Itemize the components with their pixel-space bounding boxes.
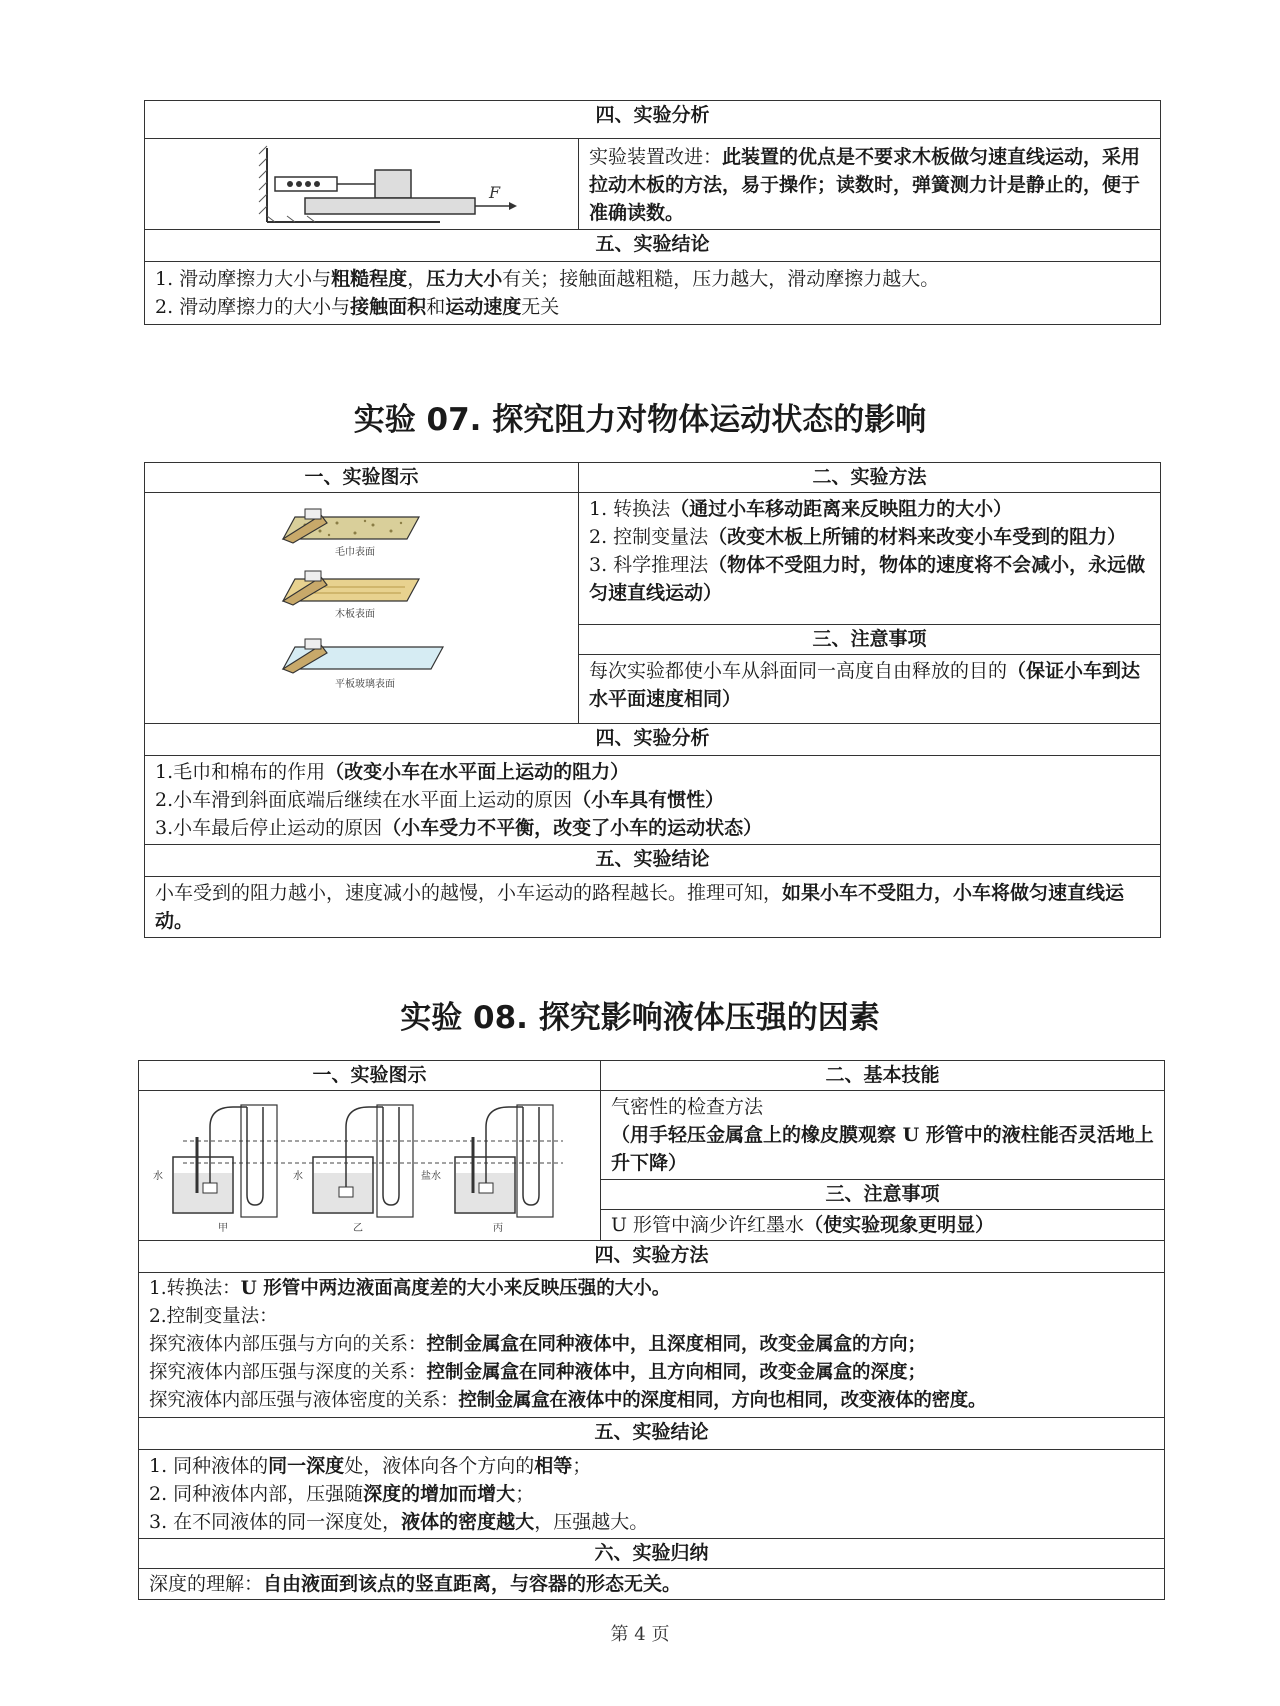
s07-heading-analysis: 四、实验分析 xyxy=(145,724,1161,756)
s08-method-1: 1.转换法：U 形管中两边液面高度差的大小来反映压强的大小。 xyxy=(149,1278,671,1299)
s07-heading-figure: 一、实验图示 xyxy=(145,463,579,493)
s07-title: 实验 07. 探究阻力对物体运动状态的影响 xyxy=(353,402,927,438)
svg-text:盐水: 盐水 xyxy=(421,1170,441,1182)
fig-label-bing: 丙 xyxy=(493,1222,503,1234)
s08-notes: U 形管中滴少许红墨水（使实验现象更明显） xyxy=(601,1210,1165,1241)
wood-board xyxy=(305,198,475,214)
fig-label-wood: 木板表面 xyxy=(335,609,375,620)
s08-skill: 气密性的检查方法 （用手轻压金属盒上的橡皮膜观察 U 形管中的液柱能否灵活地上升下降） xyxy=(601,1091,1165,1180)
s07-conclusion: 小车受到的阻力越小，速度减小的越慢，小车运动的路程越长。推理可知，如果小车不受阻力，小车将做匀速直线运动。 xyxy=(145,877,1161,938)
s08-summary: 深度的理解：自由液面到该点的竖直距离，与容器的形态无关。 xyxy=(139,1569,1165,1600)
section06-table xyxy=(144,100,1161,325)
fig-label-glass: 平板玻璃表面 xyxy=(335,679,395,690)
s06-analysis-heading: 四、实验分析 xyxy=(145,101,1161,139)
s06-friction-figure xyxy=(145,139,579,230)
fig-label-towel: 毛巾表面 xyxy=(335,547,375,558)
force-label: F xyxy=(489,183,501,202)
section07-table xyxy=(144,462,1161,938)
apparatus-yi xyxy=(293,1105,413,1234)
s06-conclusion xyxy=(145,262,1161,325)
s07-analysis-3: 3.小车最后停止运动的原因（小车受力不平衡，改变了小车的运动状态） xyxy=(155,817,763,839)
s08-method-2: 2.控制变量法： xyxy=(149,1306,278,1327)
s08-heading-notes: 三、注意事项 xyxy=(601,1180,1165,1210)
s08-heading-skill: 二、基本技能 xyxy=(601,1061,1165,1091)
s06-conclusion-heading: 五、实验结论 xyxy=(145,230,1161,262)
svg-text:水: 水 xyxy=(153,1170,163,1182)
s07-analysis xyxy=(145,756,1161,845)
s06-conclusion-line-1: 1. 滑动摩擦力大小与粗糙程度，压力大小有关；接触面越粗糙，压力越大，滑动摩擦力越大。 xyxy=(155,268,940,290)
fig-label-jia: 甲 xyxy=(218,1222,228,1234)
apparatus-jia xyxy=(153,1105,277,1234)
svg-text:水: 水 xyxy=(293,1170,303,1182)
s07-methods xyxy=(579,493,1161,625)
s07-heading-notes: 三、注意事项 xyxy=(579,625,1161,655)
page-number: 第 4 页 xyxy=(610,1624,670,1645)
s08-conclusion-3: 3. 在不同液体的同一深度处，液体的密度越大，压强越大。 xyxy=(149,1511,649,1533)
s08-methods xyxy=(139,1273,1165,1418)
s08-heading-conclusion: 五、实验结论 xyxy=(139,1418,1165,1450)
s08-heading-summary: 六、实验归纳 xyxy=(139,1539,1165,1569)
cart-surfaces-diagram xyxy=(155,495,569,721)
s07-method-2: 2. 控制变量法（改变木板上所铺的材料来改变小车受到的阻力） xyxy=(589,526,1127,548)
s07-analysis-2: 2.小车滑到斜面底端后继续在水平面上运动的原因（小车具有惯性） xyxy=(155,789,725,811)
s07-figure xyxy=(145,493,579,724)
section08-table xyxy=(138,1060,1165,1600)
s07-method-1: 1. 转换法（通过小车移动距离来反映阻力的大小） xyxy=(589,498,1013,520)
s08-method-line-3: 探究液体内部压强与液体密度的关系：控制金属盒在液体中的深度相同，方向也相同，改变液体的密度。 xyxy=(149,1390,987,1411)
s08-method-line-1: 探究液体内部压强与方向的关系：控制金属盒在同种液体中，且深度相同，改变金属盒的方向； xyxy=(149,1334,927,1355)
s08-figure xyxy=(139,1091,601,1241)
s08-heading-figure: 一、实验图示 xyxy=(139,1061,601,1091)
s07-analysis-1: 1.毛巾和棉布的作用（改变小车在水平面上运动的阻力） xyxy=(155,761,630,783)
s07-notes: 每次实验都使小车从斜面同一高度自由释放的目的（保证小车到达水平面速度相同） xyxy=(579,655,1161,724)
s08-conclusion-2: 2. 同种液体内部，压强随深度的增加而增大； xyxy=(149,1483,535,1505)
friction-apparatus-diagram xyxy=(155,144,575,224)
s08-conclusion xyxy=(139,1450,1165,1539)
s08-title: 实验 08. 探究影响液体压强的因素 xyxy=(400,1000,880,1036)
s08-method-line-2: 探究液体内部压强与深度的关系：控制金属盒在同种液体中，且方向相同，改变金属盒的深度； xyxy=(149,1362,927,1383)
s06-improvement: 实验装置改进：此装置的优点是不要求木板做匀速直线运动，采用拉动木板的方法，易于操作；读数时，弹簧测力计是静止的，便于准确读数。 xyxy=(579,139,1161,230)
s07-heading-method: 二、实验方法 xyxy=(579,463,1161,493)
apparatus-bing xyxy=(421,1105,553,1234)
s08-conclusion-1: 1. 同种液体的同一深度处，液体向各个方向的相等； xyxy=(149,1455,592,1477)
fig-label-yi: 乙 xyxy=(353,1222,363,1234)
pressure-gauge-diagram xyxy=(143,1097,595,1235)
s08-heading-method: 四、实验方法 xyxy=(139,1241,1165,1273)
wood-block xyxy=(375,170,411,198)
s07-method-3: 3. 科学推理法（物体不受阻力时，物体的速度将不会减小，永远做匀速直线运动） xyxy=(589,554,1146,604)
s06-conclusion-line-2: 2. 滑动摩擦力的大小与接触面积和运动速度无关 xyxy=(155,296,560,318)
s07-heading-conclusion: 五、实验结论 xyxy=(145,845,1161,877)
